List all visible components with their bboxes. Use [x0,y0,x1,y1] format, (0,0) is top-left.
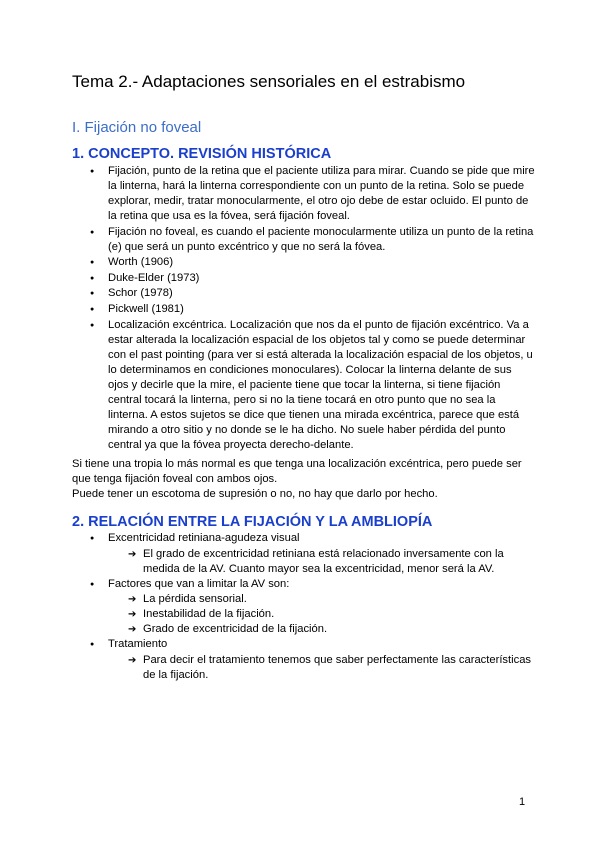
sub-list [90,547,535,577]
sub-list-item: ➔ Para decir el tratamiento tenemos que saber perfectamente las características de la fijación. [108,653,535,683]
list-item [90,637,535,652]
list-item: ● Schor (1978) [90,286,535,301]
list-item: ● Localización excéntrica. Localización que nos da el punto de fijación excéntrico. Va a estar alterada la localización espacial de los objetos tal y como se puede determinar con el past pointing (para ver si está alterada la localización espacial de los objetos, u lo determinamos en condiciones monoculares). Colocar la linterna delante de sus ojos y decirle que la mire, el paciente tiene que tocar la linterna, si tiene fijación central tocará la linterna, pero si no la tiene tocará en otro punto que no sea la linterna. A estos sujetos se dice que tienen una mirada excéntrica, parece que está mirando a otro sitio y no donde se le ha dicho. No suele haber pérdida del punto central ya que la fóvea proyecta derecho-delante. [90,318,535,453]
list-item-label: Tratamiento [108,638,168,651]
relation-heading: 2. RELACIÓN ENTRE LA FIJACIÓN Y LA AMBLIOPÍA [72,514,433,530]
list-item [90,531,535,546]
list-item: ● Fijación, punto de la retina que el paciente utiliza para mirar. Cuando se pide que mire la linterna, hará la linterna correspondiente con un punto de la retina. Solo se puede explorar, medir, tratar monocularmente, el otro ojo debe de estar ocluido. El punto de la retina que usa es la fóvea, será fijación foveal. [90,164,535,224]
list-item: ● Pickwell (1981) [90,302,535,317]
paragraph: Puede tener un escotoma de supresión o no, no hay que darlo por hecho. [72,488,438,500]
list-item: ● Worth (1906) [90,255,535,270]
list-item-label: Excentricidad retiniana-agudeza visual [108,532,300,544]
list-item [90,577,535,592]
sub-list-item: ➔ Grado de excentricidad de la fijación. [108,622,535,637]
page-number: 1 [519,796,526,808]
sub-list [90,653,535,683]
concept-list [90,164,535,453]
section-heading: I. Fijación no foveal [72,119,202,136]
list-item: ● Duke-Elder (1973) [90,271,535,286]
sub-list-item: ➔ El grado de excentricidad retiniana está relacionado inversamente con la medida de la AV. Cuanto mayor sea la excentricidad, menor será la AV. [108,547,535,577]
document-title: Tema 2.- Adaptaciones sensoriales en el estrabismo [72,72,466,91]
list-item: ● Fijación no foveal, es cuando el paciente monocularmente utiliza un punto de la retina (e) que será un punto excéntrico y que no será la fóvea. [90,225,535,255]
relation-list [90,531,535,683]
sub-list [90,592,535,637]
sub-list-item: ➔ La pérdida sensorial. [108,592,535,607]
body-paragraphs [72,457,532,502]
concept-heading: 1. CONCEPTO. REVISIÓN HISTÓRICA [72,146,332,162]
sub-list-item: ➔ Inestabilidad de la fijación. [108,607,535,622]
list-item-label: Factores que van a limitar la AV son: [108,577,290,590]
paragraph: Si tiene una tropia lo más normal es que tenga una localización excéntrica, pero puede ser que tenga fijación foveal con ambos ojos. [72,458,522,485]
